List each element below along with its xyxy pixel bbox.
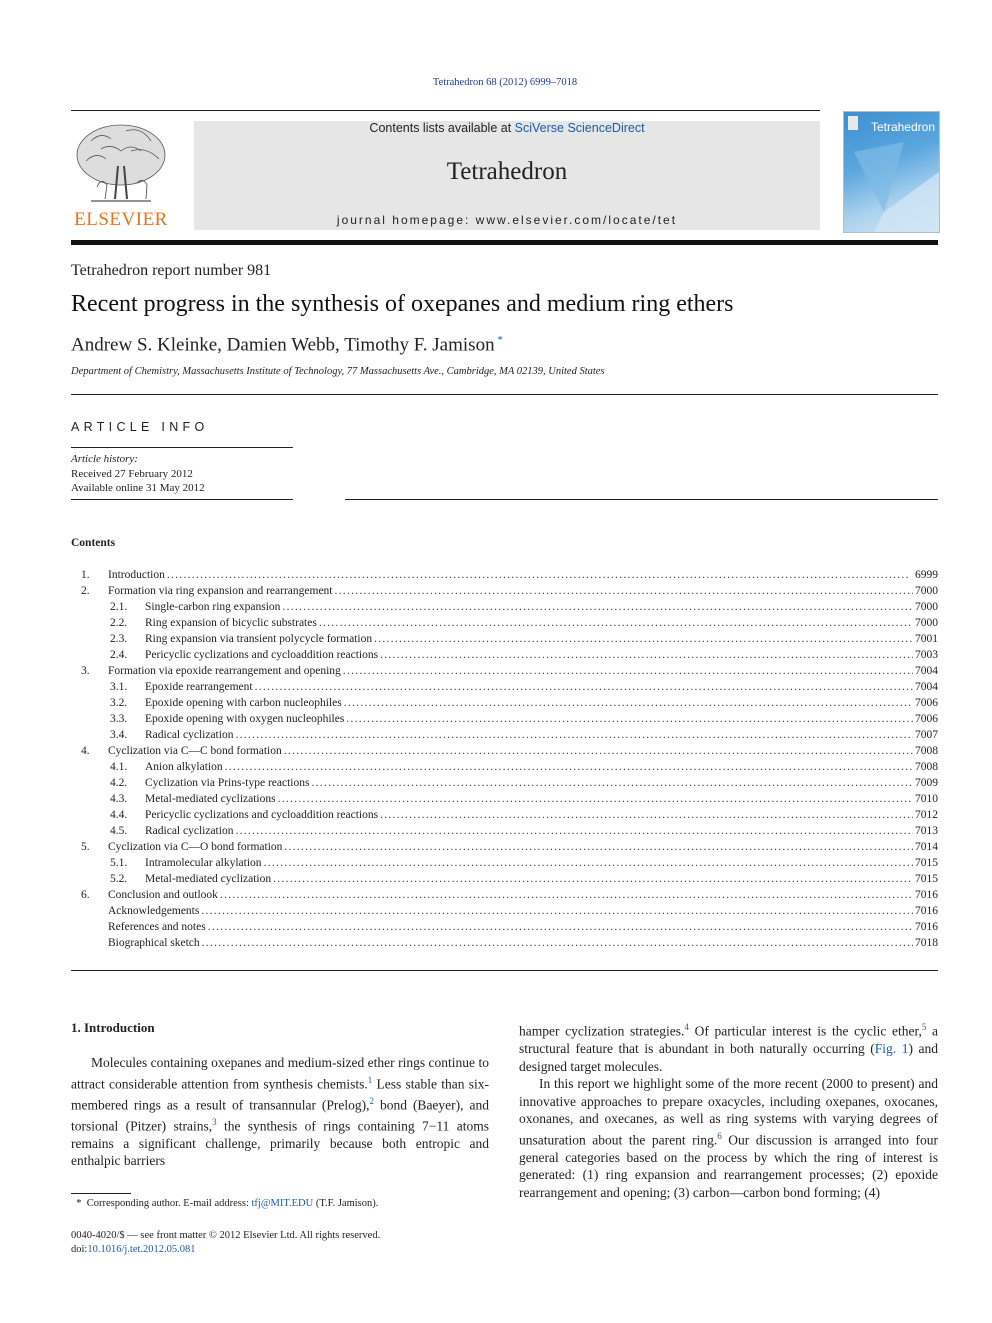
footnote-mark: *	[76, 1198, 82, 1209]
toc-leader-dots	[284, 841, 913, 853]
contents-availability	[194, 121, 820, 135]
toc-entry-label[interactable]: Epoxide rearrangement	[145, 681, 253, 693]
toc-entry-page[interactable]: 7016	[915, 921, 938, 933]
toc-entry[interactable]	[0, 665, 992, 681]
toc-entry[interactable]	[0, 761, 992, 777]
toc-entry-label[interactable]: Intramolecular alkylation	[145, 857, 262, 869]
toc-entry-label[interactable]: Ring expansion of bicyclic substrates	[145, 617, 317, 629]
toc-entry-number: 5.	[81, 841, 90, 853]
toc-entry-label[interactable]: Single-carbon ring expansion	[145, 601, 281, 613]
intro-text: hamper cyclization strategies.	[519, 1023, 685, 1039]
intro-text: Molecules containing oxepanes and medium-sized ether rings continue to attract considerable attention from synthesis chemists.	[71, 1055, 489, 1091]
toc-leader-dots	[380, 809, 913, 821]
toc-entry[interactable]	[0, 697, 992, 713]
authors-text: Andrew S. Kleinke, Damien Webb, Timothy F. Jamison	[71, 334, 495, 356]
toc-entry-number: 2.2.	[110, 617, 128, 629]
toc-entry-number: 1.	[81, 569, 90, 581]
toc-entry-label[interactable]: Pericyclic cyclizations and cycloaddition reactions	[145, 649, 379, 661]
toc-entry-number: 3.1.	[110, 681, 128, 693]
intro-left-column	[71, 1054, 489, 1170]
toc-leader-dots	[208, 921, 913, 933]
toc-entry-page[interactable]: 7003	[915, 649, 938, 661]
toc-entry-page[interactable]: 7008	[915, 761, 938, 773]
issn-line: 0040-4020/$ — see front matter © 2012 Elsevier Ltd. All rights reserved.	[71, 1230, 381, 1241]
toc-entry-label[interactable]: Ring expansion via transient polycycle formation	[145, 633, 373, 645]
journal-homepage[interactable]: journal homepage: www.elsevier.com/locate/tet	[336, 213, 678, 227]
table-of-contents	[0, 569, 992, 953]
toc-entry-page[interactable]: 7014	[915, 841, 938, 853]
toc-entry-label[interactable]: Epoxide opening with carbon nucleophiles	[145, 697, 342, 709]
toc-entry-number: 3.	[81, 665, 90, 677]
toc-entry-label[interactable]: Radical cyclization	[145, 825, 234, 837]
contents-heading: Contents	[71, 537, 116, 549]
toc-entry-number: 4.2.	[110, 777, 128, 789]
toc-entry-page[interactable]: 6999	[915, 569, 938, 581]
intro-text: Of particular interest is the cyclic ether,	[688, 1023, 922, 1039]
article-info-bottom-rule	[71, 499, 293, 500]
issn-block	[71, 1229, 380, 1257]
toc-leader-dots	[319, 617, 913, 629]
toc-entry-label[interactable]: Anion alkylation	[145, 761, 223, 773]
toc-entry-page[interactable]: 7016	[915, 889, 938, 901]
intro-text: In this report we highlight some of the more recent (2000 to present) and innovative approaches to prepare oxacycles, including oxepanes, oxocanes, oxonanes, and oxecanes, as well as ring systems with varying degrees of unsaturation about the parent ring.	[519, 1076, 938, 1147]
toc-leader-dots	[235, 729, 913, 741]
corresponding-mark-text: *	[497, 334, 503, 346]
toc-entry-label[interactable]: Cyclization via C—C bond formation	[108, 745, 282, 757]
footnote-rule	[71, 1193, 131, 1194]
toc-leader-dots	[374, 633, 913, 645]
toc-entry[interactable]	[0, 889, 992, 905]
report-number: Tetrahedron report number 981	[71, 262, 272, 279]
toc-entry-label[interactable]: Cyclization via Prins-type reactions	[145, 777, 310, 789]
toc-leader-dots	[220, 889, 913, 901]
toc-leader-dots	[380, 649, 913, 661]
toc-entry[interactable]	[0, 777, 992, 793]
sciencedirect-link[interactable]: SciVerse ScienceDirect	[514, 121, 645, 135]
online-date: Available online 31 May 2012	[71, 482, 205, 494]
toc-entry[interactable]	[0, 857, 992, 873]
footnote-text: Corresponding author. E-mail address:	[86, 1198, 252, 1209]
toc-leader-dots	[225, 761, 913, 773]
toc-entry-number: 4.1.	[110, 761, 128, 773]
toc-leader-dots	[284, 745, 913, 757]
toc-entry-label[interactable]: Epoxide opening with oxygen nucleophiles	[145, 713, 345, 725]
intro-text: Less stable than six-membered rings as a result of transannular (Prelog),	[71, 1076, 489, 1112]
toc-entry-number: 5.1.	[110, 857, 128, 869]
ref-link[interactable]: 4	[684, 1022, 689, 1032]
toc-leader-dots	[346, 713, 913, 725]
toc-entry-number: 3.2.	[110, 697, 128, 709]
toc-entry-number: 2.1.	[110, 601, 128, 613]
toc-entry-number: 5.2.	[110, 873, 128, 885]
toc-leader-dots	[167, 569, 913, 581]
toc-entry-label[interactable]: Formation via epoxide rearrangement and opening	[108, 665, 341, 677]
toc-entry-number: 4.5.	[110, 825, 128, 837]
affiliation-rule	[71, 394, 938, 395]
toc-entry-page[interactable]: 7009	[915, 777, 938, 789]
article-title: Recent progress in the synthesis of oxepanes and medium ring ethers	[71, 291, 734, 317]
doi-link[interactable]: 10.1016/j.tet.2012.05.081	[87, 1244, 196, 1255]
toc-entry-label[interactable]: Radical cyclization	[145, 729, 234, 741]
toc-leader-dots	[264, 857, 913, 869]
toc-entry-label[interactable]: Pericyclic cyclizations and cycloaddition reactions	[145, 809, 379, 821]
toc-entry-page[interactable]: 7013	[915, 825, 938, 837]
footnote	[71, 1198, 378, 1209]
toc-entry-label[interactable]: Formation via ring expansion and rearrangement	[108, 585, 333, 597]
toc-entry-label[interactable]: Metal-mediated cyclizations	[145, 793, 276, 805]
toc-entry[interactable]	[0, 873, 992, 889]
intro-text: the synthesis of rings containing 7−11 atoms remains a significant challenge, primarily because both entropic and enthalpic barriers	[71, 1118, 489, 1168]
toc-entry-page[interactable]: 7000	[915, 601, 938, 613]
toc-entry[interactable]	[0, 633, 992, 649]
toc-entry[interactable]	[0, 681, 992, 697]
toc-leader-dots	[273, 873, 913, 885]
header-thick-rule	[71, 240, 938, 245]
toc-entry[interactable]	[0, 617, 992, 633]
footnote-suffix: (T.F. Jamison).	[313, 1198, 379, 1209]
ref-link[interactable]: 3	[212, 1116, 217, 1127]
toc-entry-label[interactable]: Biographical sketch	[108, 937, 200, 949]
received-date: Received 27 February 2012	[71, 467, 193, 480]
toc-entry-page[interactable]: 7012	[915, 809, 938, 821]
elsevier-tree-icon	[71, 121, 171, 209]
doi-line	[71, 1243, 380, 1257]
toc-entry-page[interactable]: 7000	[915, 617, 938, 629]
history-label: Article history:	[71, 453, 138, 465]
publisher-name: ELSEVIER	[74, 209, 168, 230]
toc-leader-dots	[311, 777, 913, 789]
doi-prefix: doi:	[71, 1244, 88, 1255]
toc-leader-dots	[278, 793, 913, 805]
toc-entry-page[interactable]: 7004	[915, 665, 938, 677]
toc-entry[interactable]	[0, 793, 992, 809]
toc-entry[interactable]	[0, 921, 992, 937]
toc-entry-label[interactable]: Cyclization via C—O bond formation	[108, 841, 283, 853]
toc-entry-number: 2.	[81, 585, 90, 597]
contents-rule	[71, 970, 938, 971]
toc-entry[interactable]	[0, 713, 992, 729]
journal-banner	[194, 121, 820, 230]
toc-leader-dots	[255, 681, 913, 693]
toc-entry-page[interactable]: 7006	[915, 697, 938, 709]
section-heading-introduction: 1. Introduction	[71, 1020, 155, 1035]
author-list	[71, 334, 503, 356]
toc-entry-number: 4.	[81, 745, 90, 757]
toc-leader-dots	[235, 825, 913, 837]
elsevier-logo[interactable]	[71, 121, 171, 231]
intro-text: a structural feature that is abundant in both naturally occurring (	[519, 1023, 938, 1056]
article-info-rule	[71, 447, 293, 448]
contents-prefix: Contents lists available at	[369, 121, 515, 135]
toc-entry-page[interactable]: 7007	[915, 729, 938, 741]
toc-entry-page[interactable]: 7010	[915, 793, 938, 805]
toc-leader-dots	[202, 937, 913, 949]
intro-text: ) and designed target molecules.	[519, 1041, 938, 1074]
figure-link[interactable]: Fig. 1	[874, 1041, 909, 1056]
toc-entry-label[interactable]: Metal-mediated cyclization	[145, 873, 272, 885]
toc-entry-label[interactable]: Conclusion and outlook	[108, 889, 218, 901]
ref-link[interactable]: 6	[717, 1130, 722, 1141]
article-info-heading: ARTICLE INFO	[71, 420, 209, 434]
journal-title: Tetrahedron	[446, 158, 568, 185]
toc-entry-page[interactable]: 7001	[915, 633, 938, 645]
toc-entry-page[interactable]: 7018	[915, 937, 938, 949]
cover-title: Tetrahedron	[870, 120, 935, 134]
toc-entry-number: 3.3.	[110, 713, 128, 725]
toc-entry-label[interactable]: Acknowledgements	[108, 905, 200, 917]
corresponding-author-mark[interactable]	[495, 334, 503, 346]
intro-text: Our discussion is arranged into four general categories based on the process by which the ring of interest is generated: (1) ring expansion and rearrangement processes; (2) epoxide rearrangement and opening; (3) carbon—carbon bond forming; (4)	[519, 1132, 939, 1200]
toc-entry[interactable]	[0, 841, 992, 857]
toc-entry[interactable]	[0, 825, 992, 841]
toc-entry-number: 2.4.	[110, 649, 128, 661]
toc-leader-dots	[335, 585, 914, 597]
toc-entry-number: 3.4.	[110, 729, 128, 741]
affiliation: Department of Chemistry, Massachusetts Institute of Technology, 77 Massachusetts Ave., Cambridge, MA 02139, United States	[71, 366, 605, 377]
toc-entry[interactable]	[0, 649, 992, 665]
abstract-bottom-rule	[345, 499, 938, 500]
toc-entry[interactable]	[0, 601, 992, 617]
toc-entry[interactable]	[0, 745, 992, 761]
toc-leader-dots	[201, 905, 913, 917]
toc-entry-label[interactable]: Introduction	[108, 569, 165, 581]
toc-entry-number: 4.3.	[110, 793, 128, 805]
toc-entry-number: 6.	[81, 889, 90, 901]
toc-entry-number: 4.4.	[110, 809, 128, 821]
toc-entry-page[interactable]: 7004	[915, 681, 938, 693]
toc-entry[interactable]	[0, 809, 992, 825]
ref-link[interactable]: 1	[367, 1074, 373, 1085]
intro-right-column	[519, 1019, 938, 1201]
toc-entry[interactable]	[0, 905, 992, 921]
toc-entry-page[interactable]: 7015	[915, 857, 938, 869]
toc-entry-number: 2.3.	[110, 633, 128, 645]
toc-leader-dots	[282, 601, 913, 613]
toc-entry[interactable]	[0, 585, 992, 601]
toc-entry-page[interactable]: 7006	[915, 713, 938, 725]
toc-entry-page[interactable]: 7016	[915, 905, 938, 917]
email-link[interactable]: tfj@MIT.EDU	[251, 1198, 314, 1209]
intro-text: bond (Baeyer), and torsional (Pitzer) strains,	[71, 1097, 489, 1133]
toc-entry-page[interactable]: 7008	[915, 745, 938, 757]
header-rule	[71, 110, 820, 111]
toc-entry-label[interactable]: References and notes	[108, 921, 206, 933]
toc-leader-dots	[344, 697, 913, 709]
article-history	[71, 452, 205, 496]
toc-entry-page[interactable]: 7015	[915, 873, 938, 885]
toc-leader-dots	[343, 665, 913, 677]
toc-entry[interactable]	[0, 937, 992, 953]
toc-entry[interactable]	[0, 569, 992, 585]
toc-entry-page[interactable]: 7000	[915, 585, 938, 597]
journal-citation[interactable]: Tetrahedron 68 (2012) 6999–7018	[432, 77, 578, 88]
ref-link[interactable]: 5	[921, 1022, 927, 1032]
toc-entry[interactable]	[0, 729, 992, 745]
ref-link[interactable]: 2	[369, 1095, 375, 1106]
journal-cover[interactable]	[843, 111, 940, 233]
